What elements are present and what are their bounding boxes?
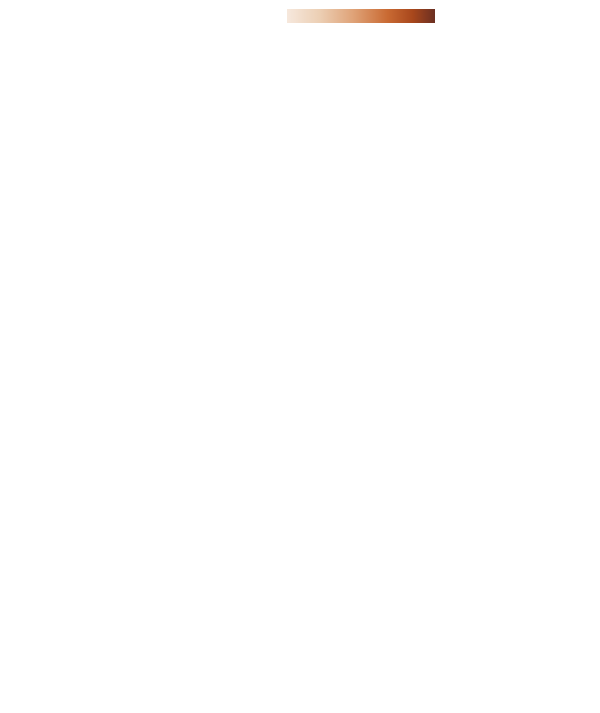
color-scale-bar (287, 9, 435, 23)
x-axis-ticks (0, 40, 600, 66)
legend (0, 0, 600, 34)
